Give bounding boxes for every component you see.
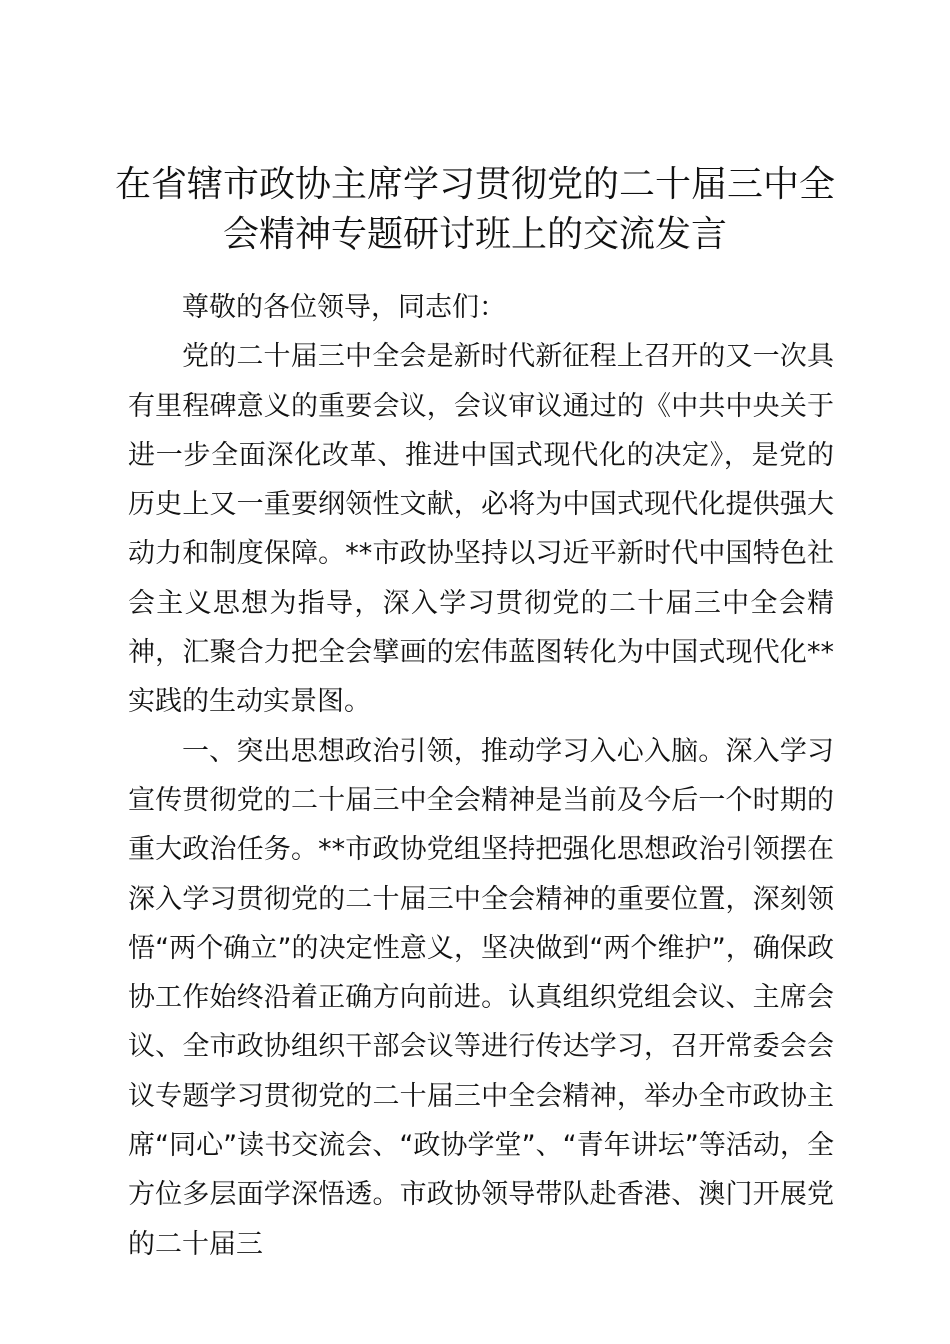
paragraph-section-one: 一、突出思想政治引领，推动学习入心入脑。深入学习宣传贯彻党的二十届三中全会精神是当前及今后一个时期的重大政治任务。**市政协党组坚持把强化思想政治引领摆在深入学习贯彻党的二十届三中全会精神的重要位置，深刻领悟“两个确立”的决定性意义，坚决做到“两个维护”，确保政协工作始终沿着正确方向前进。认真组织党组会议、主席会议、全市政协组织干部会议等进行传达学习，召开常委会会议专题学习贯彻党的二十届三中全会精神，举办全市政协主席“同心”读书交流会、“政协学堂”、“青年讲坛”等活动，全方位多层面学深悟透。市政协领导带队赴香港、澳门开展党的二十届三 xyxy=(128,735,834,1260)
document-body xyxy=(128,283,834,1269)
greeting-line: 尊敬的各位领导，同志们： xyxy=(182,292,506,323)
document-title: 在省辖市政协主席学习贯彻党的二十届三中全会精神专题研讨班上的交流发言 xyxy=(114,164,835,255)
paragraph-intro: 党的二十届三中全会是新时代新征程上召开的又一次具有里程碑意义的重要会议，会议审议通过的《中共中央关于进一步全面深化改革、推进中国式现代化的决定》，是党的历史上又一重要纲领性文献，必将为中国式现代化提供强大动力和制度保障。**市政协坚持以习近平新时代中国特色社会主义思想为指导，深入学习贯彻党的二十届三中全会精神，汇聚合力把全会擘画的宏伟蓝图转化为中国式现代化**实践的生动实景图。 xyxy=(128,341,834,718)
